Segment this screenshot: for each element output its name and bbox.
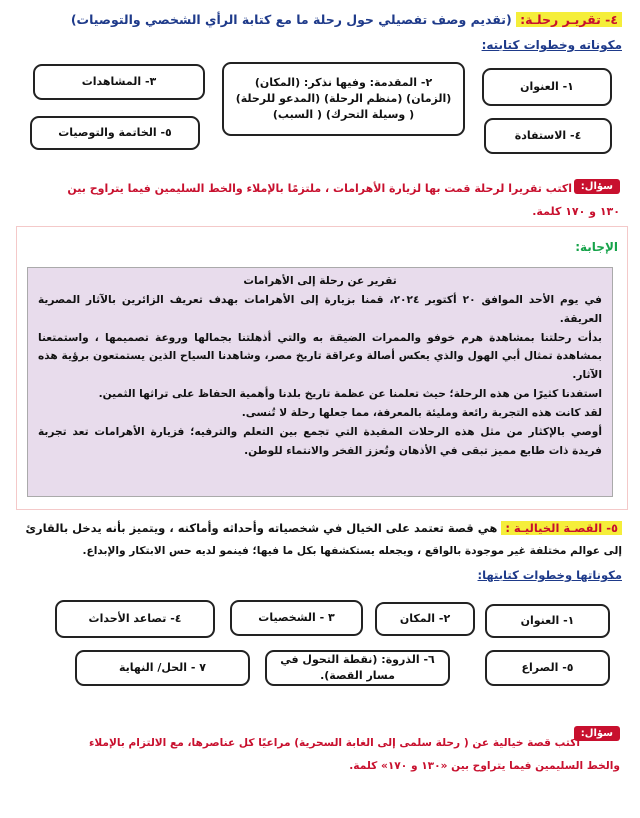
answer-box — [27, 267, 613, 497]
s5-box-climax: ٦- الذروة: (نقطة التحول في مسار القصة). — [265, 650, 450, 686]
s5-question-tag: سؤال: — [574, 726, 620, 741]
s4-box-conclusion: ٥- الخاتمة والتوصيات — [30, 116, 200, 150]
s5-box-place: ٢- المكان — [375, 602, 475, 636]
answer-paragraph-5: أوصي بالإكثار من مثل هذه الرحلات المفيدة التي تجمع بين التعلم والترفيه؛ فزيارة الأهرامات تعد تجربة فريدة ذات طابع مميز تبقى في الأذهان وتُعزز الفخر والانتماء للوطن. — [38, 425, 602, 457]
section5-description-line2: إلى عوالم مختلفة غير موجودة بالواقع ، ويجعله يستكشفها بكل ما فيها؛ فينمو لديه حس الابتكار والإبداع. — [82, 545, 622, 557]
s5-question-line2: والخط السليمين فيما يتراوح بين «١٣٠ و ١٧٠» كلمة. — [349, 760, 620, 772]
s5-question-line1: اكتب قصة خيالية عن ( رحلة سلمى إلى الغابة السحرية) مراعيًا كل عناصرها، مع الالتزام بالإملاء — [88, 737, 580, 749]
section4-description: (تقديم وصف تفصيلي حول رحلة ما مع كتابة الرأي الشخصي والتوصيات) — [70, 12, 512, 27]
s4-box-intro-line3: ( وسيلة التحرك) ( السبب) — [272, 107, 415, 121]
s4-question-line2: ١٣٠ و ١٧٠ كلمة. — [532, 205, 620, 218]
section4-components-heading: مكوناته وخطوات كتابته: — [481, 38, 622, 52]
answer-paragraph-4: لقد كانت هذه التجربة رائعة ومليئة بالمعرفة، مما جعلها رحلة لا تُنسى. — [241, 406, 602, 419]
section4-title: ٤- تقريـر رحلـة: — [516, 12, 622, 27]
answer-paragraph-2: بدأت رحلتنا بمشاهدة هرم خوفو والممرات الضيقة به والتي أذهلتنا بجمالها وروعة تصميمها ، واستمتعنا بمشاهدة تمثال أبي الهول والذي يعكس أصالة وعراقة تاريخ مصر، وشاهدنا السياح الذين يستمتعون برؤية هذه الآثار. — [38, 331, 602, 382]
answer-label: الإجابة: — [575, 240, 618, 254]
section5-description-line1: هي قصة تعتمد على الخيال في شخصياته وأحداثه وأماكنه ، ويتميز بأنه يدخل بالقارئ — [25, 521, 498, 535]
answer-paragraph-3: استفدنا كثيرًا من هذه الرحلة؛ حيث تعلمنا عن عظمة تاريخ بلدنا وأهمية الحفاظ على تراثها الثمين. — [98, 388, 602, 401]
s4-box-observations: ٣- المشاهدات — [33, 64, 205, 100]
s5-box-title: ١- العنوان — [485, 604, 610, 638]
s5-box-resolution: ٧ - الحل/ النهاية — [75, 650, 250, 686]
s4-box-benefit: ٤- الاستفادة — [484, 118, 612, 154]
s4-box-intro-line2: (الزمان) (منظم الرحلة) (المدعو للرحلة) — [235, 92, 452, 106]
s4-box-title: ١- العنوان — [482, 68, 612, 106]
answer-title: تقرير عن رحلة إلى الأهرامات — [243, 275, 397, 287]
s4-box-intro-line1: ٢- المقدمة: وفيها نذكر: (المكان) — [254, 76, 433, 90]
s5-box-rising-action: ٤- تصاعد الأحداث — [55, 600, 215, 638]
section4-heading — [71, 12, 622, 27]
s5-box-conflict: ٥- الصراع — [485, 650, 610, 686]
section5-components-heading: مكوناتها وخطوات كتابتها: — [477, 568, 622, 582]
section5-title: ٥- القصـة الخياليـة : — [501, 521, 622, 535]
section5-heading — [25, 521, 622, 535]
s5-box-characters: ٣ - الشخصيات — [230, 600, 363, 636]
answer-paragraph-1: في يوم الأحد الموافق ٢٠ أكتوبر ٢٠٢٤، قمنا بزيارة إلى الأهرامات بهدف تعريف الزائرين بالآثار المصرية العريقة. — [38, 293, 602, 325]
s4-question-tag: سؤال: — [574, 179, 620, 194]
s4-question-line1: اكتب تقريرا لرحلة قمت بها لزيارة الأهرامات ، ملتزمًا بالإملاء والخط السليمين فيما يتراوح بين — [67, 182, 572, 195]
s4-box-intro — [222, 62, 465, 136]
